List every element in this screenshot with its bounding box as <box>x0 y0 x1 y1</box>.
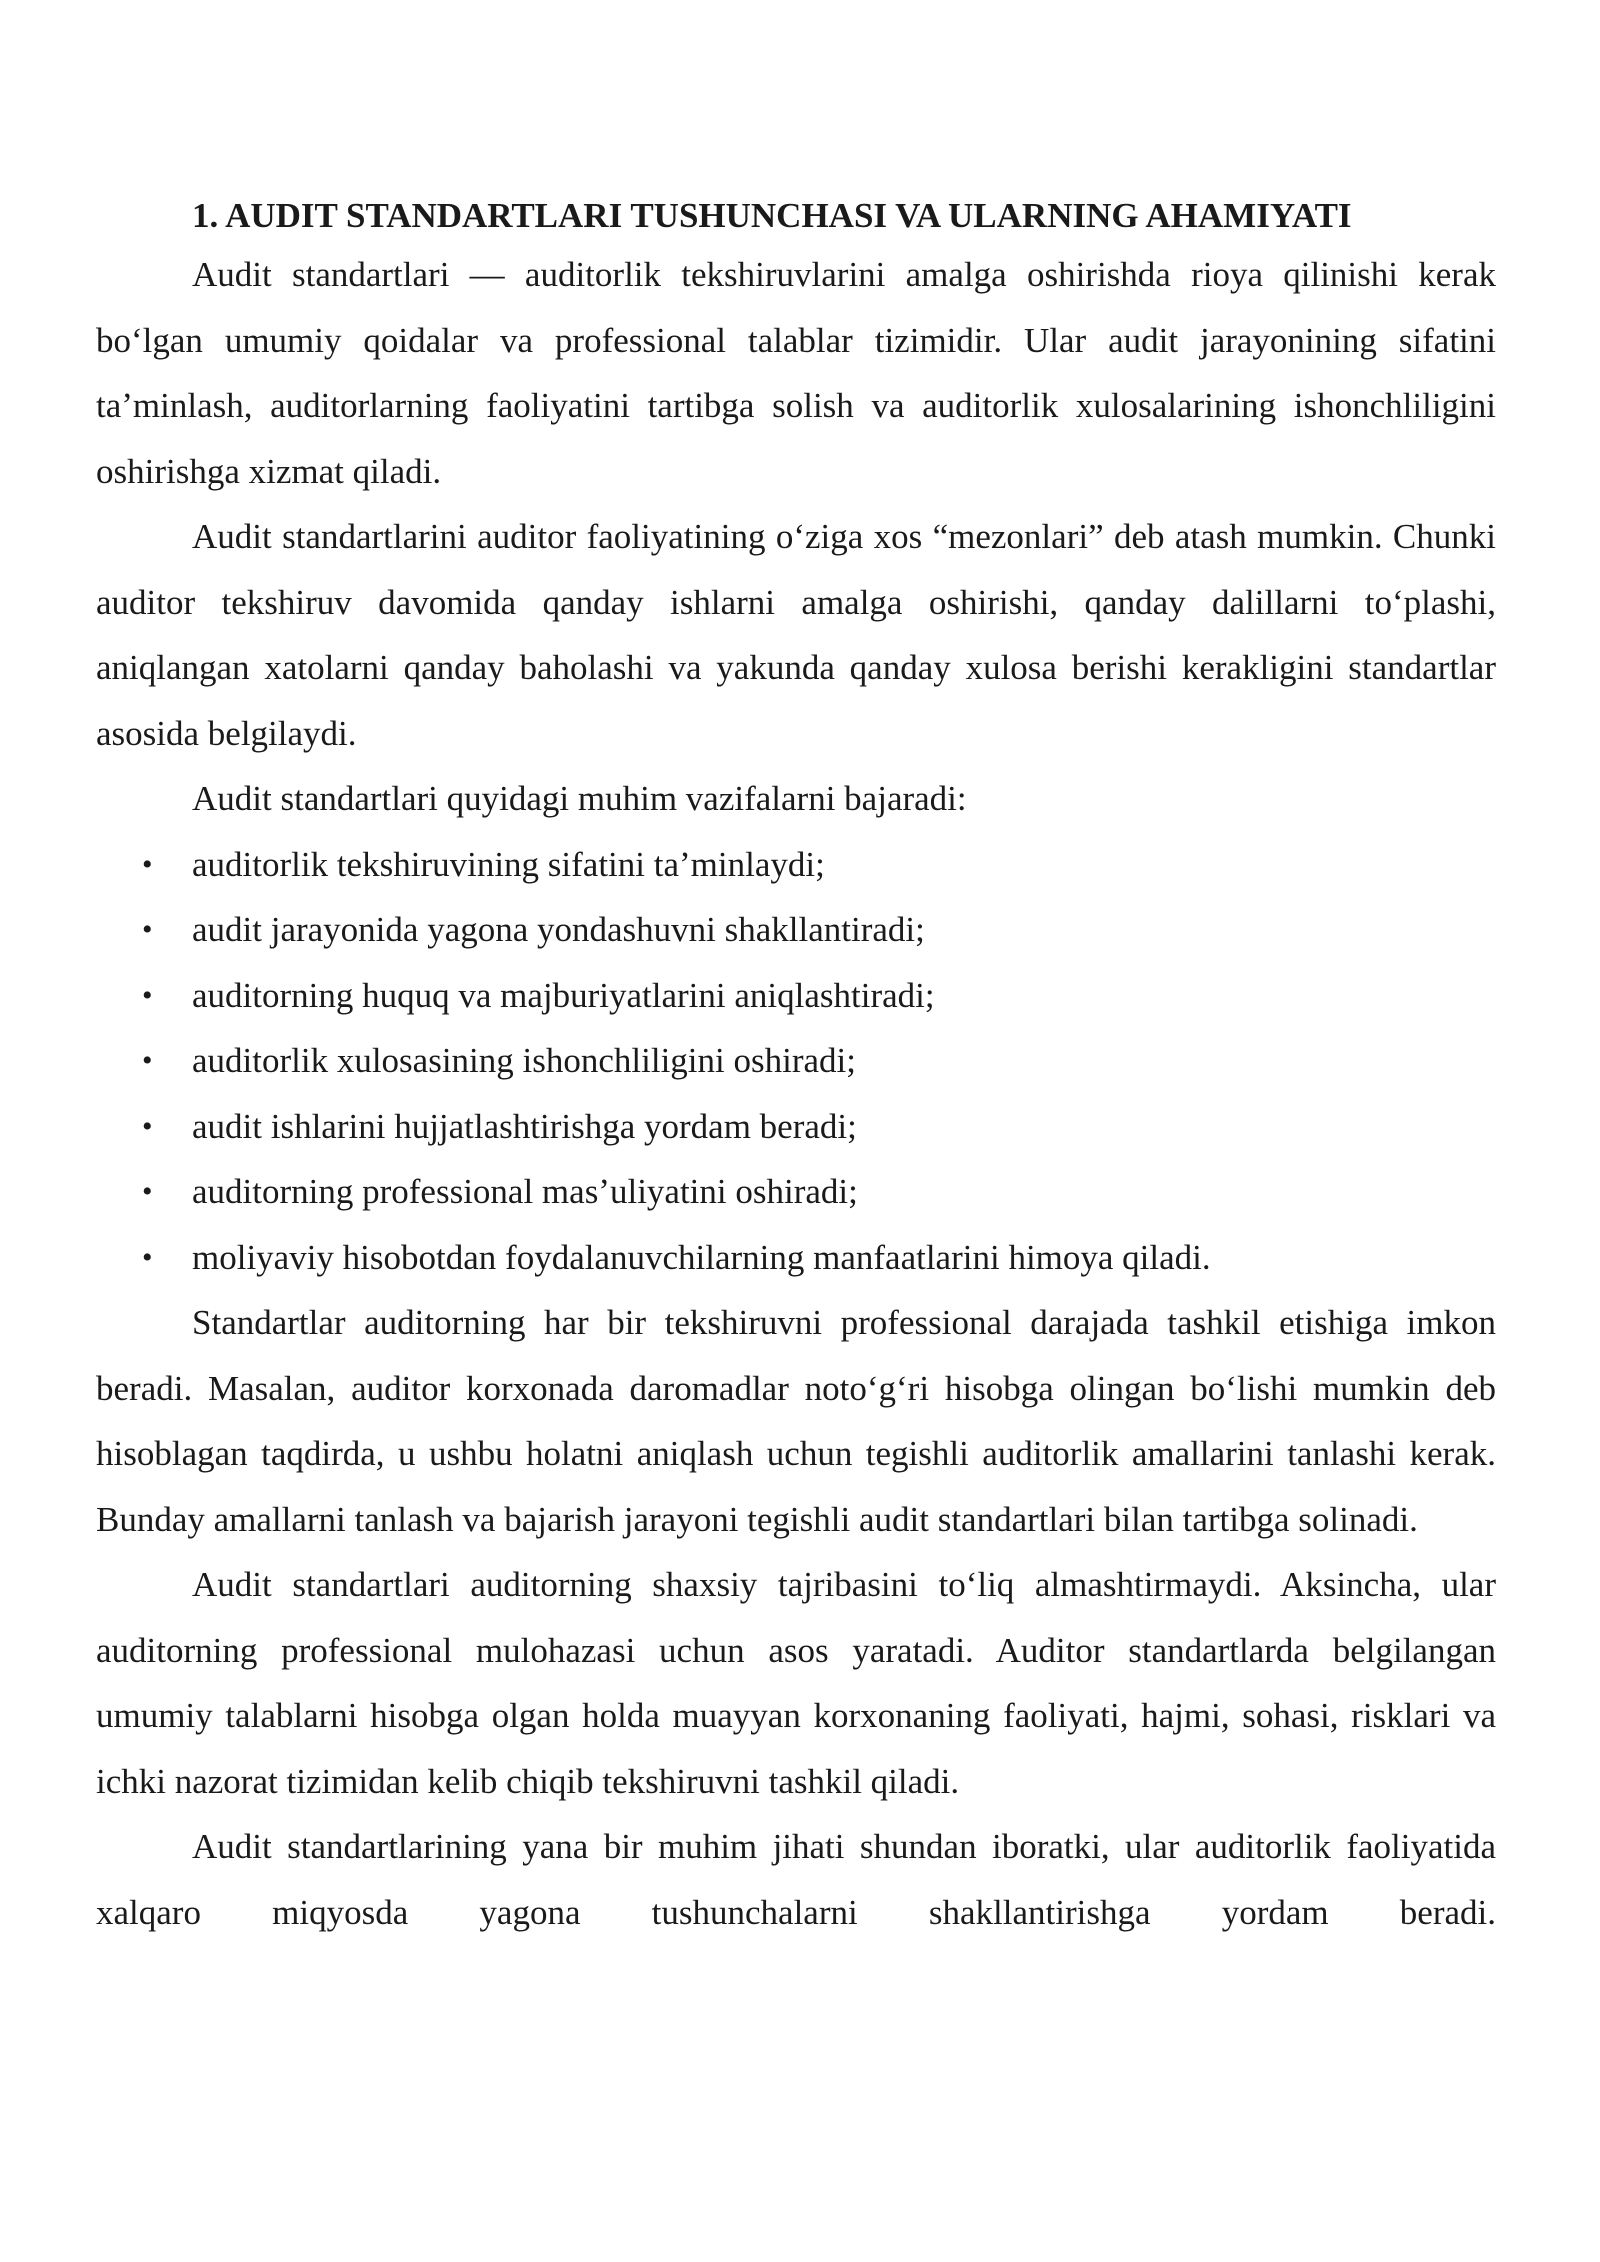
paragraph-definition: Audit standartlari — auditorlik tekshiruvlarini amalga oshirishda rioya qilinishi kerak boʻlgan umumiy qoidalar va professional talablar tizimidir. Ular audit jarayonining sifatini taʼminlash, auditorlarning faoliyatini tartibga solish va auditorlik xulosalarining ishonchliligini oshirishga xizmat qiladi. <box>96 255 1496 491</box>
paragraph-professional-judgment: Audit standartlari auditorning shaxsiy tajribasini toʻliq almashtirmaydi. Aksincha, ular auditorning professional mulohazasi uchun asos yaratadi. Auditor standartlarda belgilangan umumiy talablarni hisobga olgan holda muayyan korxonaning faoliyati, hajmi, sohasi, risklari va ichki nazorat tizimidan kelib chiqib tekshiruvni tashkil qiladi. <box>96 1565 1496 1801</box>
list-item-text: auditorning professional masʼuliyatini oshiradi; <box>192 1172 858 1211</box>
paragraph-criteria: Audit standartlarini auditor faoliyatining oʻziga xos “mezonlari” deb atash mumkin. Chunki auditor tekshiruv davomida qanday ishlarni amalga oshirishi, qanday dalillarni toʻplashi, aniqlangan xatolarni qanday baholashi va yakunda qanday xulosa berishi kerakligini standartlar asosida belgilaydi. <box>96 517 1496 753</box>
list-item <box>96 1028 1496 1094</box>
list-item <box>96 832 1496 898</box>
bullet-icon: • <box>142 847 153 881</box>
list-item <box>96 963 1496 1029</box>
list-item <box>96 897 1496 963</box>
list-item-text: audit jarayonida yagona yondashuvni shakllantiradi; <box>192 910 925 949</box>
list-item-text: audit ishlarini hujjatlashtirishga yordam beradi; <box>192 1106 857 1146</box>
list-item <box>96 1094 1496 1160</box>
list-item-text: auditorlik tekshiruvining sifatini taʼminlaydi; <box>192 844 825 884</box>
paragraph-international-terms: Audit standartlarining yana bir muhim jihati shundan iboratki, ular auditorlik faoliyatida xalqaro miqyosda yagona tushunchalarni shakllantirishga yordam beradi. <box>96 1827 1496 1932</box>
bullet-icon: • <box>142 1044 153 1077</box>
list-item-text: auditorning huquq va majburiyatlarini aniqlashtiradi; <box>192 975 935 1015</box>
list-item <box>96 1159 1496 1225</box>
bullet-icon: • <box>142 1109 153 1143</box>
functions-list <box>96 832 1496 1291</box>
bullet-icon: • <box>142 1240 153 1274</box>
section-heading: 1. AUDIT STANDARTLARI TUSHUNCHASI VA ULARNING AHAMIYATI <box>192 196 1352 235</box>
bullet-icon: • <box>142 1175 153 1208</box>
paragraph-professional-level: Standartlar auditorning har bir tekshiruvni professional darajada tashkil etishiga imkon beradi. Masalan, auditor korxonada daromadlar notoʻgʻri hisobga olingan boʻlishi mumkin deb hisoblagan taqdirda, u ushbu holatni aniqlash uchun tegishli auditorlik amallarini tanlashi kerak. Bunday amallarni tanlash va bajarish jarayoni tegishli audit standartlari bilan tartibga solinadi. <box>96 1303 1496 1539</box>
paragraph-functions-intro: Audit standartlari quyidagi muhim vazifalarni bajaradi: <box>192 779 967 818</box>
document-page <box>96 190 1496 1945</box>
list-item-text: auditorlik xulosasining ishonchliligini oshiradi; <box>192 1041 856 1080</box>
list-item-text: moliyaviy hisobotdan foydalanuvchilarning manfaatlarini himoya qiladi. <box>192 1237 1211 1277</box>
bullet-icon: • <box>142 978 153 1012</box>
bullet-icon: • <box>142 913 153 946</box>
list-item <box>96 1225 1496 1291</box>
